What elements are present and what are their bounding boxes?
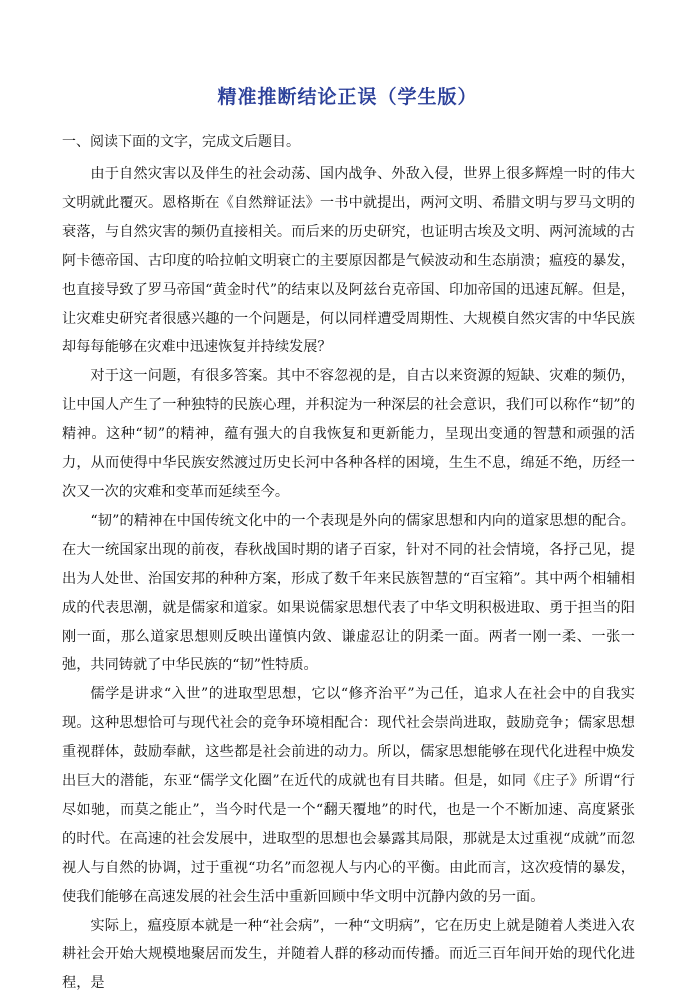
document-title: 精准推断结论正误（学生版） (217, 86, 478, 108)
section-heading: 一、阅读下面的文字，完成文后题目。 (62, 134, 300, 150)
reading-passage (62, 160, 635, 998)
paragraph: 由于自然灾害以及伴生的社会动荡、国内战争、外敌入侵，世界上很多辉煌一时的伟大文明就此覆灭。恩格斯在《自然辩证法》一书中就提出，两河文明、希腊文明与罗马文明的衰落，与自然灾害的频仍直接相关。而后来的历史研究，也证明古埃及文明、两河流域的古阿卡德帝国、古印度的哈拉帕文明衰亡的主要原因都是气候波动和生态崩溃；瘟疫的暴发，也直接导致了罗马帝国“黄金时代”的结束以及阿兹台克帝国、印加帝国的迅速瓦解。但是，让灾难史研究者很感兴趣的一个问题是，何以同样遭受周期性、大规模自然灾害的中华民族却每每能够在灾难中迅速恢复并持续发展？ (62, 166, 635, 356)
paragraph: “韧”的精神在中国传统文化中的一个表现是外向的儒家思想和内向的道家思想的配合。在大一统国家出现的前夜，春秋战国时期的诸子百家，针对不同的社会情境，各抒己见，提出为人处世、治国安邦的种种方案，形成了数千年来民族智慧的“百宝箱”。其中两个相辅相成的代表思潮，就是儒家和道家。如果说儒家思想代表了中华文明积极进取、勇于担当的阳刚一面，那么道家思想则反映出谨慎内敛、谦虚忍让的阴柔一面。两者一刚一柔、一张一弛，共同铸就了中华民族的“韧”性特质。 (62, 512, 635, 674)
paragraph: 儒学是讲求“入世”的进取型思想，它以“修齐治平”为己任，追求人在社会中的自我实现。这种思想恰可与现代社会的竞争环境相配合：现代社会崇尚进取，鼓励竞争；儒家思想重视群体，鼓励奉献，这些都是社会前进的动力。所以，儒家思想能够在现代化进程中焕发出巨大的潜能，东亚“儒学文化圈”在近代的成就也有目共睹。但是，如同《庄子》所谓“行尽如驰，而莫之能止”，当今时代是一个“翻天覆地”的时代，也是一个不断加速、高度紧张的时代。在高速的社会发展中，进取型的思想也会暴露其局限，那就是太过重视“成就”而忽视人与自然的协调，过于重视“功名”而忽视人与内心的平衡。由此而言，这次疫情的暴发，使我们能够在高速发展的社会生活中重新回顾中华文明中沉静内敛的另一面。 (62, 686, 635, 905)
paragraph: 实际上，瘟疫原本就是一种“社会病”，一种“文明病”，它在历史上就是随着人类进入农耕社会开始大规模地聚居而发生，并随着人群的移动而传播。而近三百年间开始的现代化进程，是 (62, 917, 635, 992)
paragraph: 对于这一问题，有很多答案。其中不容忽视的是，自古以来资源的短缺、灾难的频仍，让中国人产生了一种独特的民族心理，并积淀为一种深层的社会意识，我们可以称作“韧”的精神。这种“韧”的精神，蕴有强大的自我恢复和更新能力，呈现出变通的智慧和顽强的活力，从而使得中华民族安然渡过历史长河中各种各样的困境，生生不息，绵延不绝，历经一次又一次的灾难和变革而延续至今。 (62, 368, 635, 500)
